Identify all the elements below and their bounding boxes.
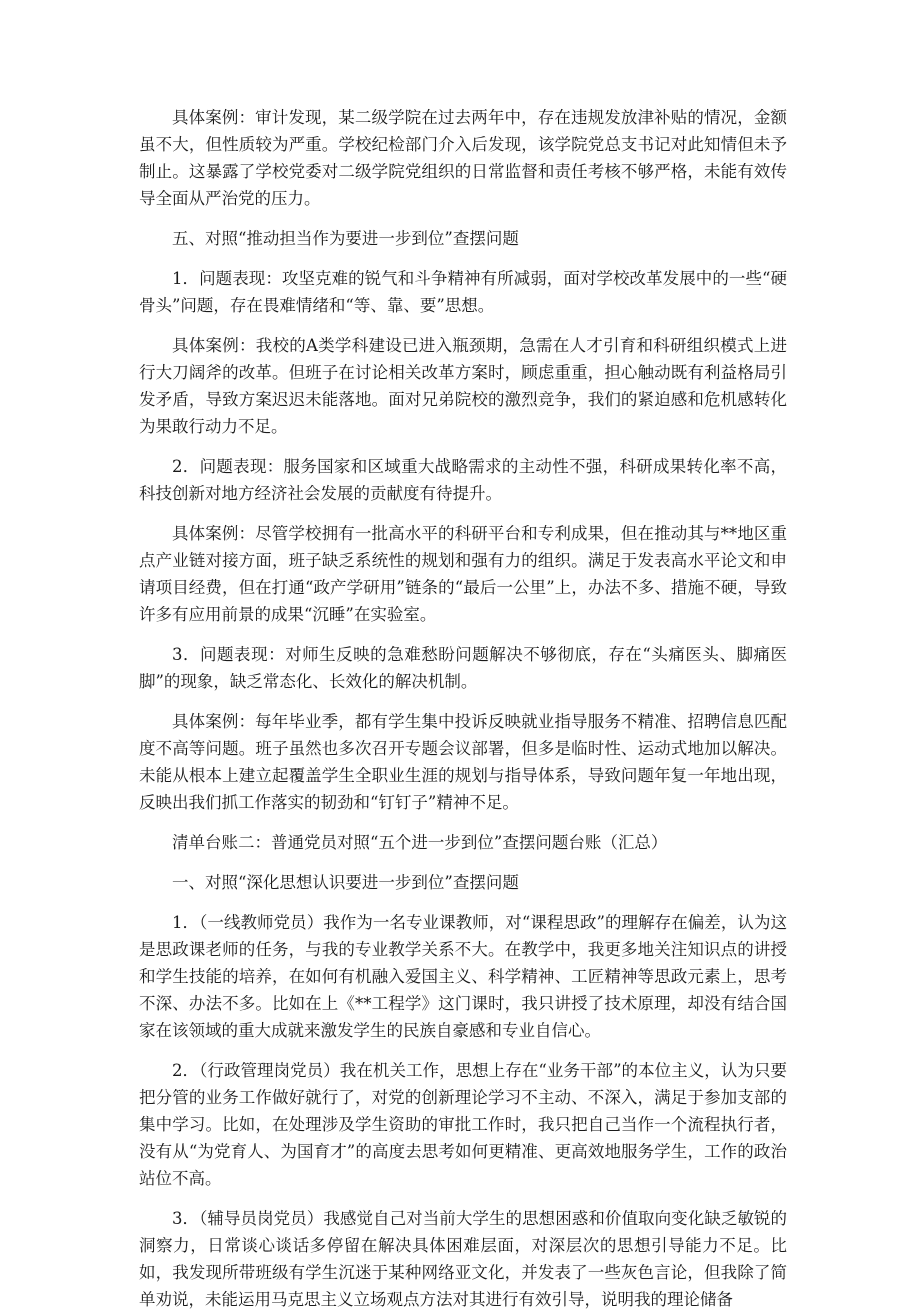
section-heading: 一、对照“深化思想认识要进一步到位”查摆问题 <box>172 873 519 892</box>
body-paragraph: 具体案例：审计发现，某二级学院在过去两年中，存在违规发放津补贴的情况，金额虽不大，但性质较为严重。学校纪检部门介入后发现，该学院党总支书记对此知情但未予制止。这暴露了学校党委对二级学院党组织的日常监督和责任考核不够严格，未能有效传导全面从严治党的压力。 <box>139 108 787 208</box>
body-paragraph: 3．问题表现：对师生反映的急难愁盼问题解决不够彻底，存在“头痛医头、脚痛医脚”的现象，缺乏常态化、长效化的解决机制。 <box>139 645 787 691</box>
section-heading: 五、对照“推动担当作为要进一步到位”查摆问题 <box>172 229 519 248</box>
body-paragraph: 3．（辅导员岗党员）我感觉自己对当前大学生的思想困惑和价值取向变化缺乏敏锐的洞察力，日常谈心谈话多停留在解决具体困难层面，对深层次的思想引导能力不足。比如，我发现所带班级有学生沉迷于某种网络亚文化，并发表了一些灰色言论，但我除了简单劝说，未能运用马克思主义立场观点方法对其进行有效引导，说明我的理论储备 <box>139 1209 787 1309</box>
body-paragraph: 具体案例：每年毕业季，都有学生集中投诉反映就业指导服务不精准、招聘信息匹配度不高等问题。班子虽然也多次召开专题会议部署，但多是临时性、运动式地加以解决。未能从根本上建立起覆盖学生全职业生涯的规划与指导体系，导致问题年复一年地出现，反映出我们抓工作落实的韧劲和“钉钉子”精神不足。 <box>139 712 787 812</box>
list-heading: 清单台账二：普通党员对照“五个进一步到位”查摆问题台账（汇总） <box>172 833 668 852</box>
body-paragraph: 具体案例：我校的A类学科建设已进入瓶颈期，急需在人才引育和科研组织模式上进行大刀阔斧的改革。但班子在讨论相关改革方案时，顾虑重重，担心触动既有利益格局引发矛盾，导致方案迟迟未能落地。面对兄弟院校的激烈竞争，我们的紧迫感和危机感转化为果敢行动力不足。 <box>139 336 787 436</box>
body-paragraph: 1．（一线教师党员）我作为一名专业课教师，对“课程思政”的理解存在偏差，认为这是思政课老师的任务，与我的专业教学关系不大。在教学中，我更多地关注知识点的讲授和学生技能的培养，在如何有机融入爱国主义、科学精神、工匠精神等思政元素上，思考不深、办法不多。比如在上《**工程学》这门课时，我只讲授了技术原理，却没有结合国家在该领域的重大成就来激发学生的民族自豪感和专业自信心。 <box>139 913 787 1040</box>
body-paragraph: 2．（行政管理岗党员）我在机关工作，思想上存在“业务干部”的本位主义，认为只要把分管的业务工作做好就行了，对党的创新理论学习不主动、不深入，满足于参加支部的集中学习。比如，在处理涉及学生资助的审批工作时，我只把自己当作一个流程执行者，没有从“为党育人、为国育才”的高度去思考如何更精准、更高效地服务学生，工作的政治站位不高。 <box>139 1061 787 1188</box>
body-paragraph: 1．问题表现：攻坚克难的锐气和斗争精神有所减弱，面对学校改革发展中的一些“硬骨头”问题，存在畏难情绪和“等、靠、要”思想。 <box>139 269 787 315</box>
body-paragraph: 2．问题表现：服务国家和区域重大战略需求的主动性不强，科研成果转化率不高，科技创新对地方经济社会发展的贡献度有待提升。 <box>139 457 787 503</box>
body-paragraph: 具体案例：尽管学校拥有一批高水平的科研平台和专利成果，但在推动其与**地区重点产业链对接方面，班子缺乏系统性的规划和强有力的组织。满足于发表高水平论文和申请项目经费，但在打通“政产学研用”链条的“最后一公里”上，办法不多、措施不硬，导致许多有应用前景的成果“沉睡”在实验室。 <box>139 524 787 624</box>
